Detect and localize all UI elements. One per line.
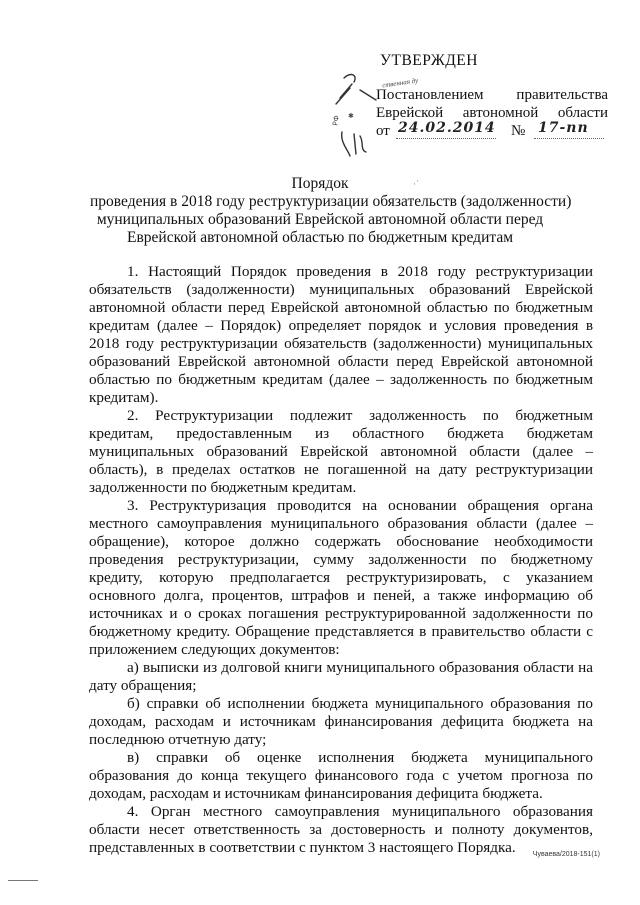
document-heading [90,175,572,247]
paragraph-3: 3. Реструктуризация проводится на основании обращения органа местного самоуправления муниципального образования области (далее – обращение), которое должно содержать обоснование необходимости проведения реструктуризации, сумму задолженности по бюджетному кредиту, которую предполагается реструктуризировать, с указанием основного долга, процентов, штрафов и пеней, а также информацию об источниках и о сроках погашения реструктурированной задолженности по бюджетному кредиту. Обращение представляется в правительство области с приложением следующих документов: [89,497,593,658]
heading-line-4: Еврейской автономной областью по бюджетным кредитам [126,229,514,246]
approval-block [376,52,608,140]
approval-title: УТВЕРЖДЕН [380,52,478,69]
heading-line-1: Порядок [291,175,349,192]
paragraph-2: 2. Реструктуризации подлежит задолженность по бюджетным кредитам, предоставленным из областного бюджета бюджетам муниципальных образований Еврейской автономной области (далее – область), в пределах остатков не погашенной на дату реструктуризации задолженности по бюджетным кредитам. [89,407,593,496]
heading-line-3: муниципальных образований Еврейской автономной области перед [96,211,544,228]
scan-mark: ·˙ [413,179,419,189]
paragraph-3c: в) справки об оценке исполнения бюджета муниципального образования до конца текущего финансового года с учетом прогноза по доходам, расходам и источникам финансирования дефицита бюджета. [89,749,593,802]
handwritten-date: 24.02.2014 [398,120,496,136]
stamp-text: ственная ду [381,76,419,90]
number-sign: № [511,123,526,139]
svg-text:РФ: РФ [331,114,342,127]
footer-reference: Чуваева/2018-151(1) [532,851,600,858]
paragraph-4: 4. Орган местного самоуправления муниципального образования области несет ответственность за достоверность и полноту документов, представленных в соответствии с пунктом 3 настоящего Порядка. [89,803,593,856]
approval-signature-line [376,122,608,140]
paragraph-1: 1. Настоящий Порядок проведения в 2018 году реструктуризации обязательств (задолженности) муниципальных образований Еврейской автономной области перед Еврейской автономной областью по бюджетным кредитам (далее – Порядок) определяет порядок и условия проведения в 2018 году реструктуризации обязательств (задолженности) муниципальных образований Еврейской автономной области перед Еврейской автономной областью по бюджетным кредитам (далее – задолженность по бюджетным кредитам). [89,263,593,406]
heading-line-2: проведения в 2018 году реструктуризации обязательств (задолженности) [90,193,572,210]
approval-from-label: от [376,123,390,139]
handwritten-number: 17-пп [538,120,589,136]
svg-text:✱: ✱ [348,112,354,120]
approval-line-1: Постановлением правительства [376,87,608,103]
approval-line-2: Еврейской автономной области [376,105,608,121]
paragraph-3a: а) выписки из долговой книги муниципального образования области на дату обращения; [89,659,593,694]
seal-stamp-icon [330,70,380,165]
document-body [89,263,593,857]
footnote-line [8,880,38,881]
paragraph-3b: б) справки об исполнении бюджета муниципального образования по доходам, расходам и источникам финансирования дефицита бюджета на последнюю отчетную дату; [89,695,593,748]
